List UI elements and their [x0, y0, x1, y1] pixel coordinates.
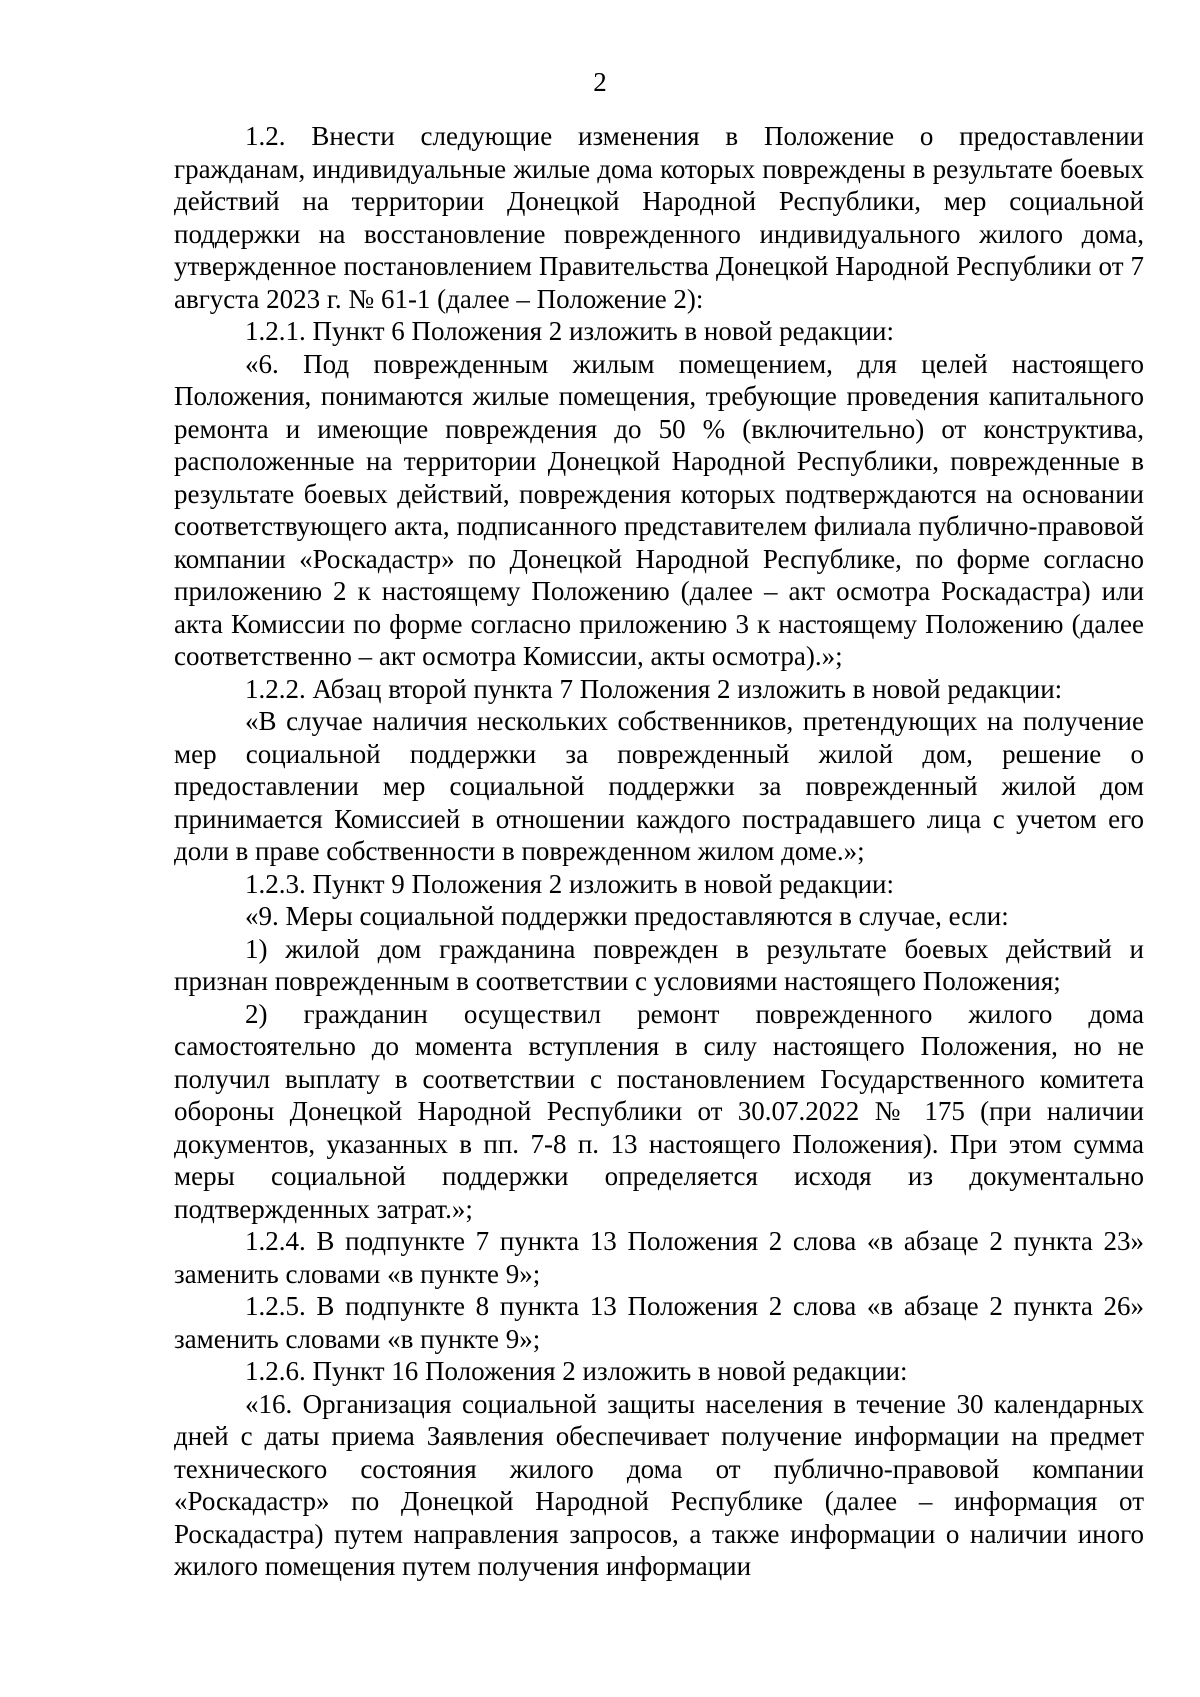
paragraph-1-2-5: 1.2.5. В подпункте 8 пункта 13 Положения 2 слова «в абзаце 2 пункта 26» заменить словами «в пункте 9»; — [174, 1291, 1144, 1354]
paragraph-1-2-2: 1.2.2. Абзац второй пункта 7 Положения 2 изложить в новой редакции: — [245, 673, 1063, 704]
paragraph-1-2: 1.2. Внести следующие изменения в Положение о предоставлении гражданам, индивидуальные жилые дома которых повреждены в результате боевых действий на территории Донецкой Народной Республики, мер социальной поддержки на восстановление поврежденного индивидуального жилого дома, утвержденное постановлением Правительства Донецкой Народной Республики от 7 августа 2023 г. № 61-1 (далее – Положение 2): — [174, 121, 1144, 314]
page-number: 2 — [593, 67, 607, 97]
paragraph-1-2-1: 1.2.1. Пункт 6 Положения 2 изложить в новой редакции: — [245, 316, 894, 346]
paragraph-point-9-sub-2: 2) гражданин осуществил ремонт поврежденного жилого дома самостоятельно до момента вступления в силу настоящего Положения, но не получил выплату в соответствии с постановлением Государственного комитета обороны Донецкой Народной Республики от 30.07.2022 № 175 (при наличии документов, указанных в пп. 7-8 п. 13 настоящего Положения). При этом сумма меры социальной поддержки определяется исходя из документально подтвержденных затрат.»; — [174, 998, 1144, 1224]
paragraph-1-2-6: 1.2.6. Пункт 16 Положения 2 изложить в новой редакции: — [245, 1356, 908, 1386]
paragraph-point-6: «6. Под поврежденным жилым помещением, для целей настоящего Положения, понимаются жилые помещения, требующие проведения капитального ремонта и имеющие повреждения до 50 % (включительно) от конструктива, расположенные на территории Донецкой Народной Республики, поврежденные в результате боевых действий, повреждения которых подтверждаются на основании соответствующего акта, подписанного представителем филиала публично-правовой компании «Роскадастр» по Донецкой Народной Республике, по форме согласно приложению 2 к настоящему Положению (далее – акт осмотра Роскадастра) или акта Комиссии по форме согласно приложению 3 к настоящему Положению (далее соответственно – акт осмотра Комиссии, акты осмотра).»; — [174, 348, 1144, 671]
paragraph-point-9: «9. Меры социальной поддержки предоставляются в случае, если: — [245, 901, 1009, 931]
paragraph-1-2-4: 1.2.4. В подпункте 7 пункта 13 Положения 2 слова «в абзаце 2 пункта 23» заменить словами «в пункте 9»; — [174, 1226, 1144, 1289]
document-body — [174, 120, 1144, 1583]
paragraph-point-7-second: «В случае наличия нескольких собственников, претендующих на получение мер социальной поддержки за поврежденный жилой дом, решение о предоставлении мер социальной поддержки за поврежденный жилой дом принимается Комиссией в отношении каждого пострадавшего лица с учетом его доли в праве собственности в поврежденном жилом доме.»; — [174, 706, 1144, 866]
paragraph-1-2-3: 1.2.3. Пункт 9 Положения 2 изложить в новой редакции: — [245, 868, 894, 899]
paragraph-point-16: «16. Организация социальной защиты населения в течение 30 календарных дней с даты приема Заявления обеспечивает получение информации на предмет технического состояния жилого дома от публично-правовой компании «Роскадастр» по Донецкой Народной Республике (далее – информация от Роскадастра) путем направления запросов, а также информации о наличии иного жилого помещения путем получения информации — [174, 1388, 1144, 1581]
paragraph-point-9-sub-1: 1) жилой дом гражданина поврежден в результате боевых действий и признан поврежденным в соответствии с условиями настоящего Положения; — [174, 933, 1144, 996]
